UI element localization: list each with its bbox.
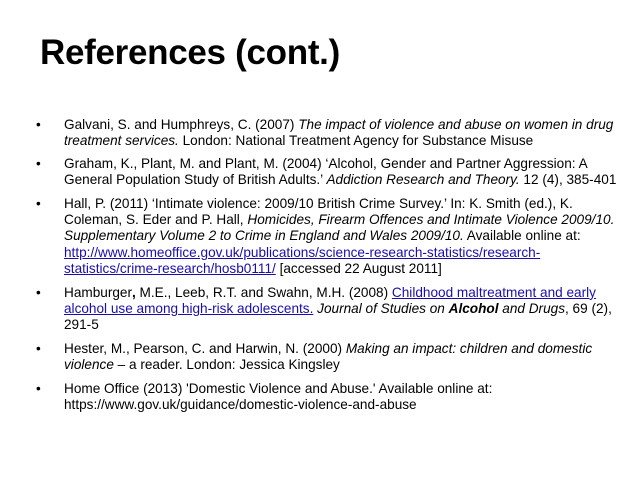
reference-item — [36, 341, 626, 374]
reference-text: Home Office (2013) 'Domestic Violence and Abuse.' Available online at: https://www.gov.uk/guidance/domestic-violence-and-abuse — [64, 380, 493, 413]
reference-item — [36, 196, 626, 278]
reference-text: – a reader. London: Jessica Kingsley — [113, 357, 340, 373]
reference-text: The impact of violence and abuse on women in drug treatment services. — [64, 117, 614, 149]
reference-item — [36, 381, 626, 414]
reference-text: Addiction Research and Theory. — [326, 172, 520, 188]
reference-text: , — [132, 284, 136, 300]
reference-text: Graham, K., Plant, M. and Plant, M. (2004) ‘Alcohol, Gender and Partner Aggression: A General Population Study of British Adults.’ — [64, 155, 587, 188]
reference-text: Alcohol — [448, 301, 499, 317]
reference-text: Hamburger — [64, 284, 132, 300]
reference-text: London: National Treatment Agency for Substance Misuse — [178, 133, 534, 149]
reference-text: Journal of Studies on — [317, 301, 449, 317]
reference-link[interactable]: Childhood maltreatment and early alcohol use among high-risk adolescents. — [64, 284, 596, 317]
reference-text: [accessed 22 August 2011] — [275, 261, 442, 277]
reference-text: Drugs — [528, 301, 565, 317]
reference-list — [36, 117, 626, 421]
reference-text: Hester, M., Pearson, C. and Harwin, N. (2000) — [64, 340, 346, 356]
reference-text: Galvani, S. and Humphreys, C. (2007) — [64, 117, 299, 132]
reference-text: Homicides, Firearm Offences and Intimate Violence 2009/10. Supplementary Volume 2 to Crime in England and Wales 2009/10. — [64, 212, 615, 244]
reference-text: and — [498, 301, 529, 317]
reference-text: Available online at: — [463, 228, 581, 244]
reference-link[interactable]: http://www.homeoffice.gov.uk/publications/science-research-statistics/research-statistics/crime-research/hosb0111/ — [64, 244, 541, 277]
reference-item — [36, 285, 626, 334]
reference-text: M.E., Leeb, R.T. and Swahn, M.H. (2008) — [135, 284, 392, 300]
reference-text: Hall, P. (2011) ‘Intimate violence: 2009/10 British Crime Survey.’ In: K. Smith (ed.), K. Coleman, S. Eder and P. Hall, — [64, 195, 573, 228]
slide-title: References (cont.) — [40, 33, 340, 72]
reference-text: , 69 (2), 291-5 — [64, 301, 612, 333]
reference-item — [36, 117, 626, 150]
reference-text: Making an impact: children and domestic violence — [64, 340, 593, 373]
reference-item — [36, 156, 626, 189]
reference-text: 12 (4), 385-401 — [519, 172, 617, 188]
